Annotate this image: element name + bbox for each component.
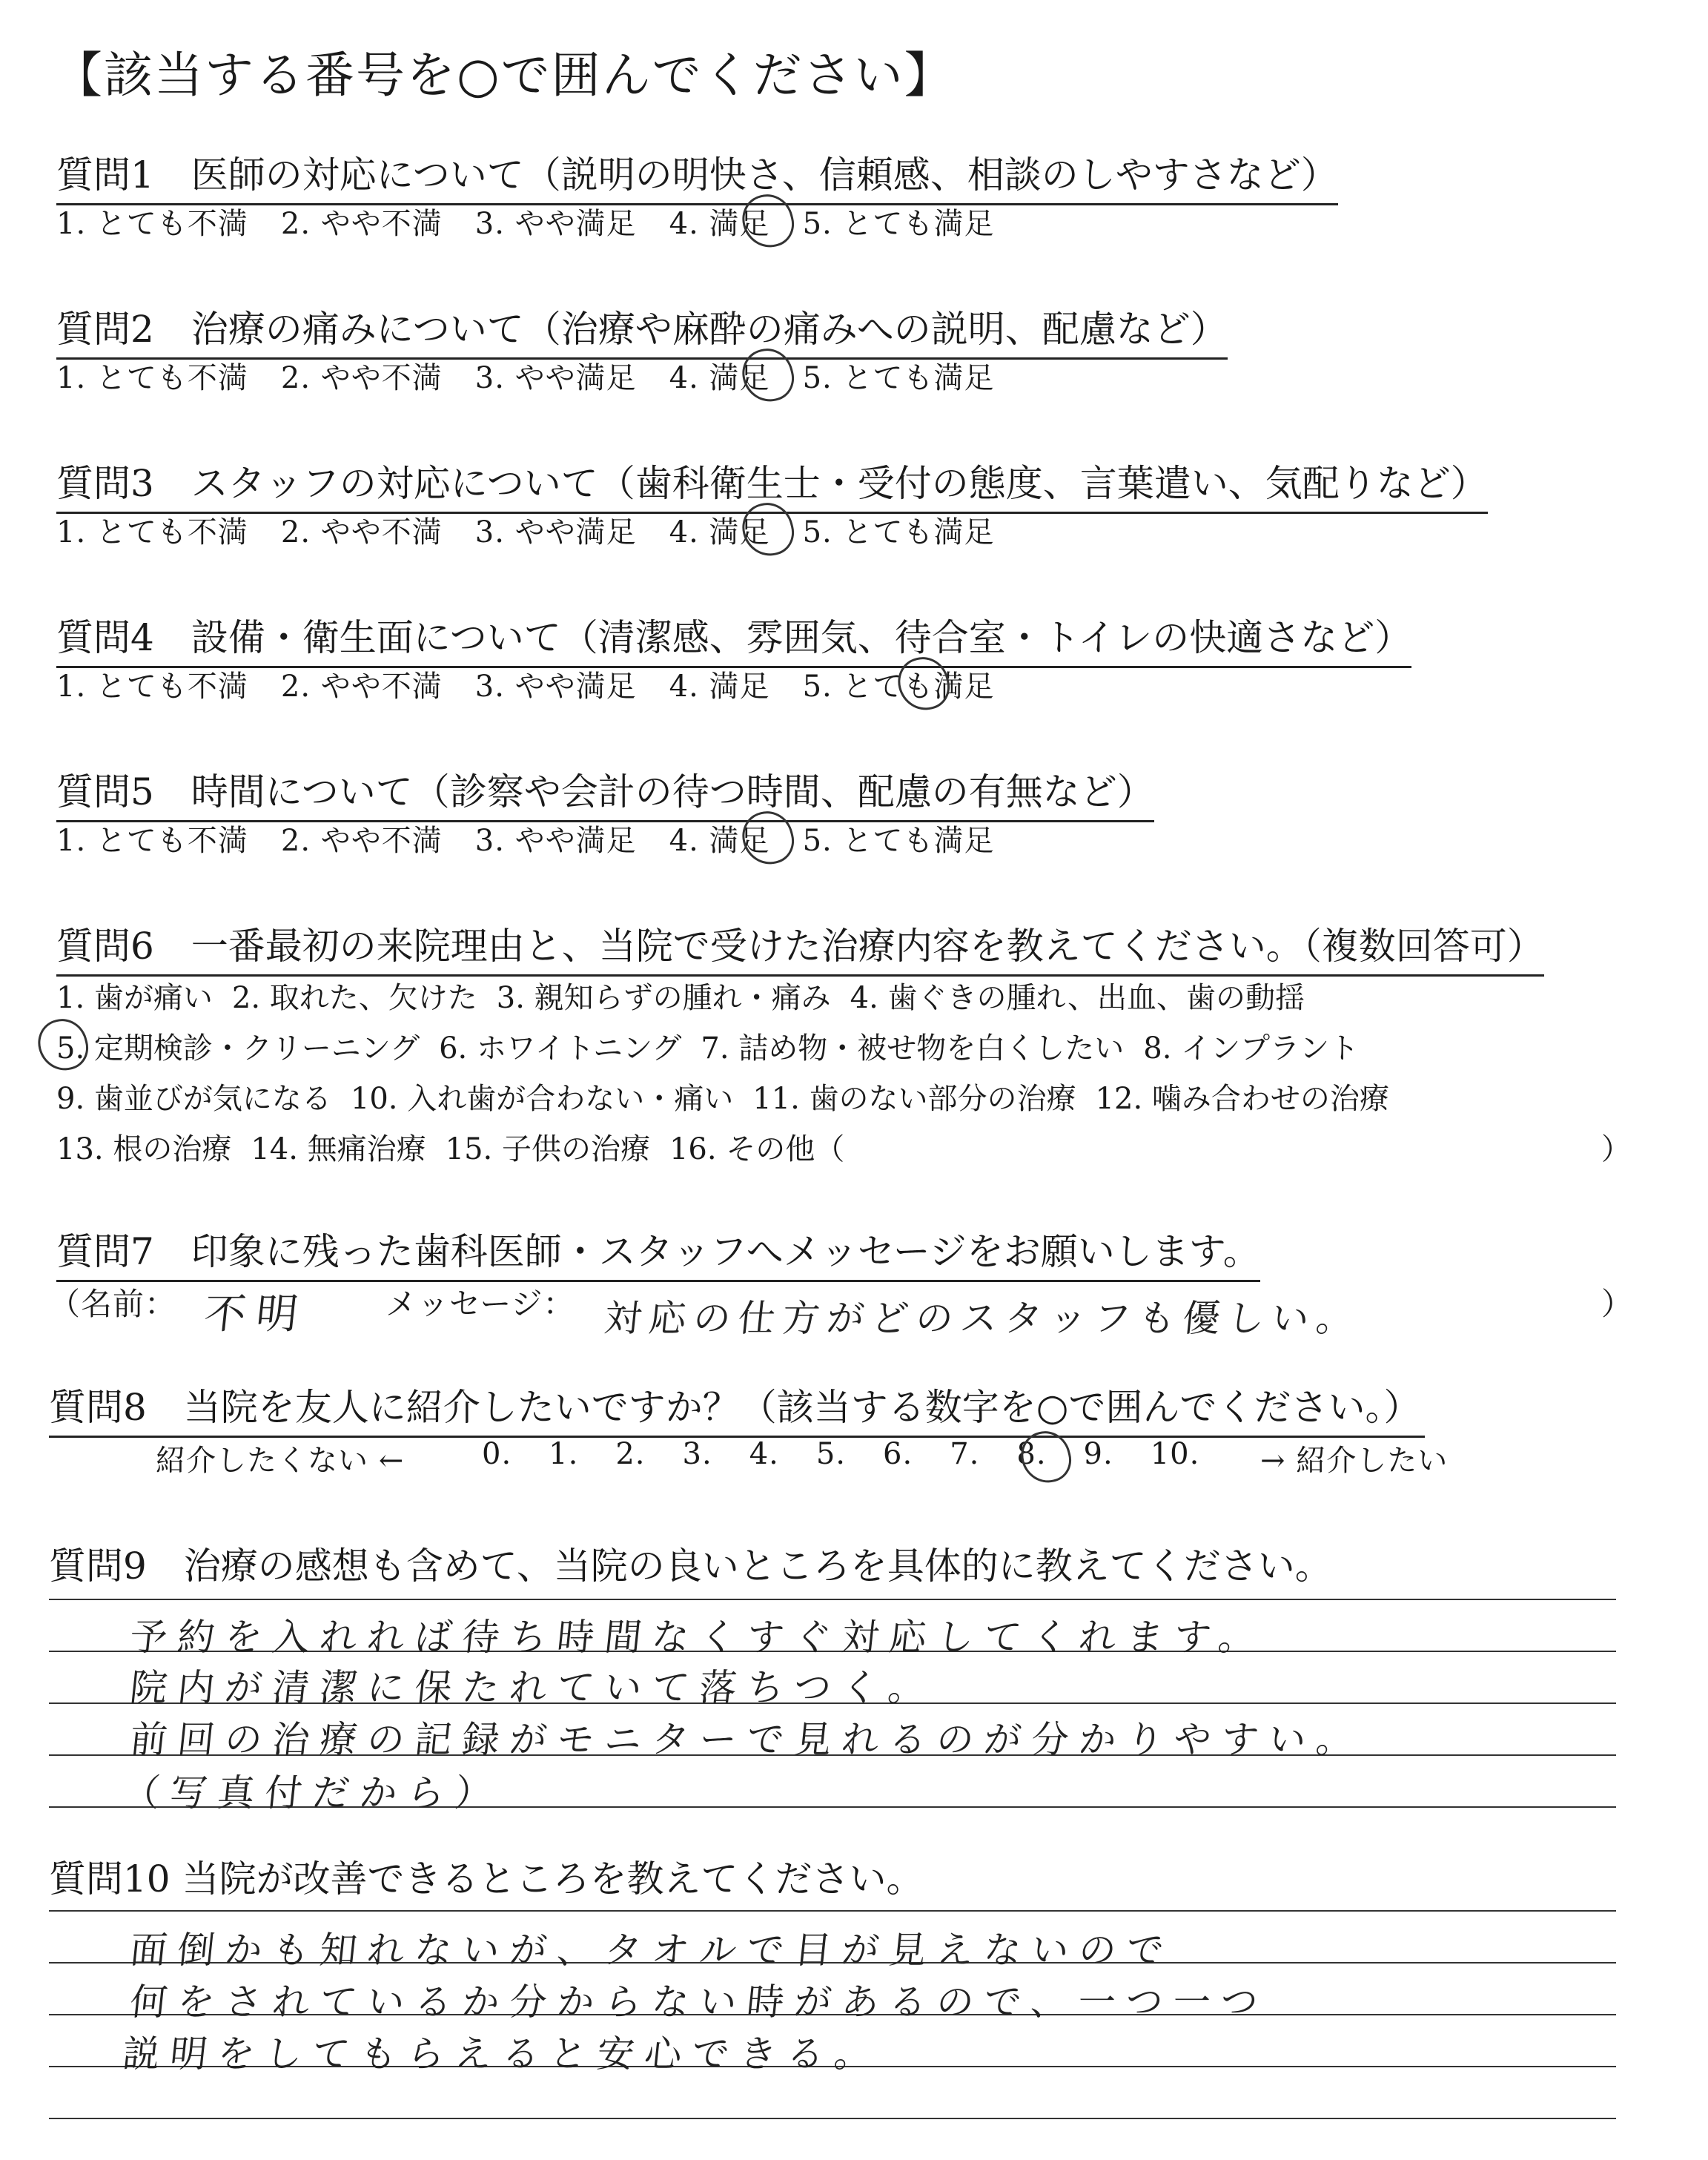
q6-option-10[interactable]: 10. 入れ歯が合わない・痛い bbox=[350, 1082, 734, 1116]
q6-row-4 bbox=[56, 1126, 864, 1168]
q2-option-4[interactable]: 4. 満足 bbox=[669, 361, 770, 395]
q2-option-5[interactable]: 5. とても満足 bbox=[802, 361, 995, 395]
q6-option-16[interactable]: 16. その他（ bbox=[669, 1132, 845, 1166]
q10-answer-line-1[interactable]: 面倒かも知れないが、タオルで目が見えないので bbox=[128, 1929, 1176, 1972]
q6-option-3[interactable]: 3. 親知らずの腫れ・痛み bbox=[496, 981, 831, 1015]
q6-option-11[interactable]: 11. 歯のない部分の治療 bbox=[752, 1082, 1076, 1116]
q6-option-1[interactable]: 1. 歯が痛い bbox=[56, 981, 213, 1015]
q1-options bbox=[56, 200, 1027, 242]
q4-option-5[interactable]: 5. とても満足 bbox=[802, 670, 995, 704]
q3-option-4[interactable]: 4. 満足 bbox=[669, 515, 770, 549]
q6-other-close-paren: ） bbox=[1601, 1132, 1631, 1166]
q5-option-3[interactable]: 3. やや満足 bbox=[474, 824, 637, 858]
q4-option-3[interactable]: 3. やや満足 bbox=[474, 670, 637, 704]
q8-heading: 質問8 当院を友人に紹介したいですか？（該当する数字を○で囲んでください。） bbox=[49, 1378, 1425, 1438]
q5-option-4[interactable]: 4. 満足 bbox=[669, 824, 770, 858]
q6-option-5[interactable]: 5. 定期検診・クリーニング bbox=[56, 1031, 420, 1066]
q10-heading: 質問10 当院が改善できるところを教えてください。 bbox=[49, 1857, 924, 1900]
q9-answer-line-2[interactable]: 院内が清潔に保たれていて落ちつく。 bbox=[128, 1666, 939, 1709]
q6-row-1 bbox=[56, 974, 1324, 1017]
q6-option-14[interactable]: 14. 無痛治療 bbox=[251, 1132, 426, 1166]
q6-option-6[interactable]: 6. ホワイトニング bbox=[439, 1031, 682, 1066]
q8-scale bbox=[482, 1437, 1237, 1471]
q3-option-1[interactable]: 1. とても不満 bbox=[56, 515, 248, 549]
q5-heading: 質問5 時間について（診察や会計の待つ時間、配慮の有無など） bbox=[56, 762, 1154, 822]
q6-option-2[interactable]: 2. 取れた、欠けた bbox=[231, 981, 477, 1015]
q7-heading: 質問7 印象に残った歯科医師・スタッフへメッセージをお願いします。 bbox=[56, 1222, 1260, 1282]
q4-heading: 質問4 設備・衛生面について（清潔感、雰囲気、待合室・トイレの快適さなど） bbox=[56, 608, 1411, 668]
q10-answer-line-3[interactable]: 説明をしてもらえると安心できる。 bbox=[120, 2032, 884, 2075]
q8-scale-5[interactable]: 5. bbox=[815, 1437, 847, 1471]
q8-scale-0[interactable]: 0. bbox=[482, 1437, 512, 1471]
q4-option-2[interactable]: 2. やや不満 bbox=[280, 670, 443, 704]
q7-message-value[interactable]: 対応の仕方がどのスタッフも優しい。 bbox=[602, 1297, 1363, 1340]
q8-scale-6[interactable]: 6. bbox=[883, 1437, 913, 1471]
q7-close-paren: ） bbox=[1601, 1286, 1634, 1322]
q2-option-1[interactable]: 1. とても不満 bbox=[56, 361, 248, 395]
q3-heading: 質問3 スタッフの対応について（歯科衛生士・受付の態度、言葉遣い、気配りなど） bbox=[56, 454, 1488, 514]
q9-rule-1 bbox=[49, 1599, 1616, 1600]
q6-option-15[interactable]: 15. 子供の治療 bbox=[445, 1132, 650, 1166]
q3-option-5[interactable]: 5. とても満足 bbox=[802, 515, 995, 549]
q1-option-2[interactable]: 2. やや不満 bbox=[280, 207, 443, 241]
q6-heading: 質問6 一番最初の来院理由と、当院で受けた治療内容を教えてください。（複数回答可） bbox=[56, 916, 1544, 977]
q8-scale-8[interactable]: 8. bbox=[1016, 1437, 1047, 1471]
q9-heading: 質問9 治療の感想も含めて、当院の良いところを具体的に教えてください。 bbox=[49, 1545, 1332, 1588]
q2-options bbox=[56, 354, 1027, 397]
q6-option-8[interactable]: 8. インプラント bbox=[1143, 1031, 1360, 1066]
q8-scale-2[interactable]: 2. bbox=[615, 1437, 646, 1471]
q6-option-12[interactable]: 12. 噛み合わせの治療 bbox=[1095, 1082, 1389, 1116]
q9-answer-line-4[interactable]: （写真付だから） bbox=[120, 1771, 505, 1814]
q2-heading: 質問2 治療の痛みについて（治療や麻酔の痛みへの説明、配慮など） bbox=[56, 300, 1228, 360]
q6-row-2 bbox=[56, 1025, 1378, 1067]
q4-option-1[interactable]: 1. とても不満 bbox=[56, 670, 248, 704]
q8-scale-7[interactable]: 7. bbox=[950, 1437, 980, 1471]
q9-answer-line-1[interactable]: 予約を入れれば待ち時間なくすぐ対応してくれます。 bbox=[128, 1616, 1268, 1659]
q8-scale-3[interactable]: 3. bbox=[682, 1437, 712, 1471]
q4-options bbox=[56, 663, 1027, 705]
q2-option-3[interactable]: 3. やや満足 bbox=[474, 361, 637, 395]
q3-options bbox=[56, 509, 1027, 551]
q7-name-label: （名前： bbox=[49, 1286, 177, 1322]
q1-option-5[interactable]: 5. とても満足 bbox=[802, 207, 995, 241]
q6-option-4[interactable]: 4. 歯ぐきの腫れ、出血、歯の動揺 bbox=[850, 981, 1305, 1015]
q9-answer-line-3[interactable]: 前回の治療の記録がモニターで見れるのが分かりやすい。 bbox=[128, 1718, 1366, 1761]
q8-scale-9[interactable]: 9. bbox=[1083, 1437, 1113, 1471]
q6-option-7[interactable]: 7. 詰め物・被せ物を白くしたい bbox=[701, 1031, 1125, 1066]
q5-option-5[interactable]: 5. とても満足 bbox=[802, 824, 995, 858]
q1-option-3[interactable]: 3. やや満足 bbox=[474, 207, 637, 241]
q6-option-13[interactable]: 13. 根の治療 bbox=[56, 1132, 232, 1166]
q7-name-value[interactable]: 不明 bbox=[202, 1290, 311, 1338]
q5-option-1[interactable]: 1. とても不満 bbox=[56, 824, 248, 858]
q8-scale-4[interactable]: 4. bbox=[749, 1437, 779, 1471]
form-title: 【該当する番号を○で囲んでください】 bbox=[53, 47, 955, 104]
q10-rule-5 bbox=[49, 2118, 1616, 2119]
q3-option-3[interactable]: 3. やや満足 bbox=[474, 515, 637, 549]
q3-option-2[interactable]: 2. やや不満 bbox=[280, 515, 443, 549]
q1-heading: 質問1 医師の対応について（説明の明快さ、信頼感、相談のしやすさなど） bbox=[56, 145, 1338, 205]
q8-scale-10[interactable]: 10. bbox=[1150, 1437, 1200, 1471]
q7-message-label: メッセージ： bbox=[385, 1286, 575, 1322]
q4-option-4[interactable]: 4. 満足 bbox=[669, 670, 770, 704]
q6-option-9[interactable]: 9. 歯並びが気になる bbox=[56, 1082, 331, 1116]
q8-left-label: 紹介したくない ← bbox=[156, 1444, 405, 1478]
q5-options bbox=[56, 817, 1027, 859]
q5-option-2[interactable]: 2. やや不満 bbox=[280, 824, 443, 858]
q1-option-1[interactable]: 1. とても不満 bbox=[56, 207, 248, 241]
q6-row-3 bbox=[56, 1075, 1409, 1117]
q8-scale-1[interactable]: 1. bbox=[549, 1437, 579, 1471]
q10-answer-line-2[interactable]: 何をされているか分からない時があるので、一つ一つ bbox=[128, 1981, 1271, 2024]
q10-rule-1 bbox=[49, 1910, 1616, 1912]
q8-right-label: → 紹介したい bbox=[1260, 1444, 1449, 1478]
q1-option-4[interactable]: 4. 満足 bbox=[669, 207, 770, 241]
q2-option-2[interactable]: 2. やや不満 bbox=[280, 361, 443, 395]
